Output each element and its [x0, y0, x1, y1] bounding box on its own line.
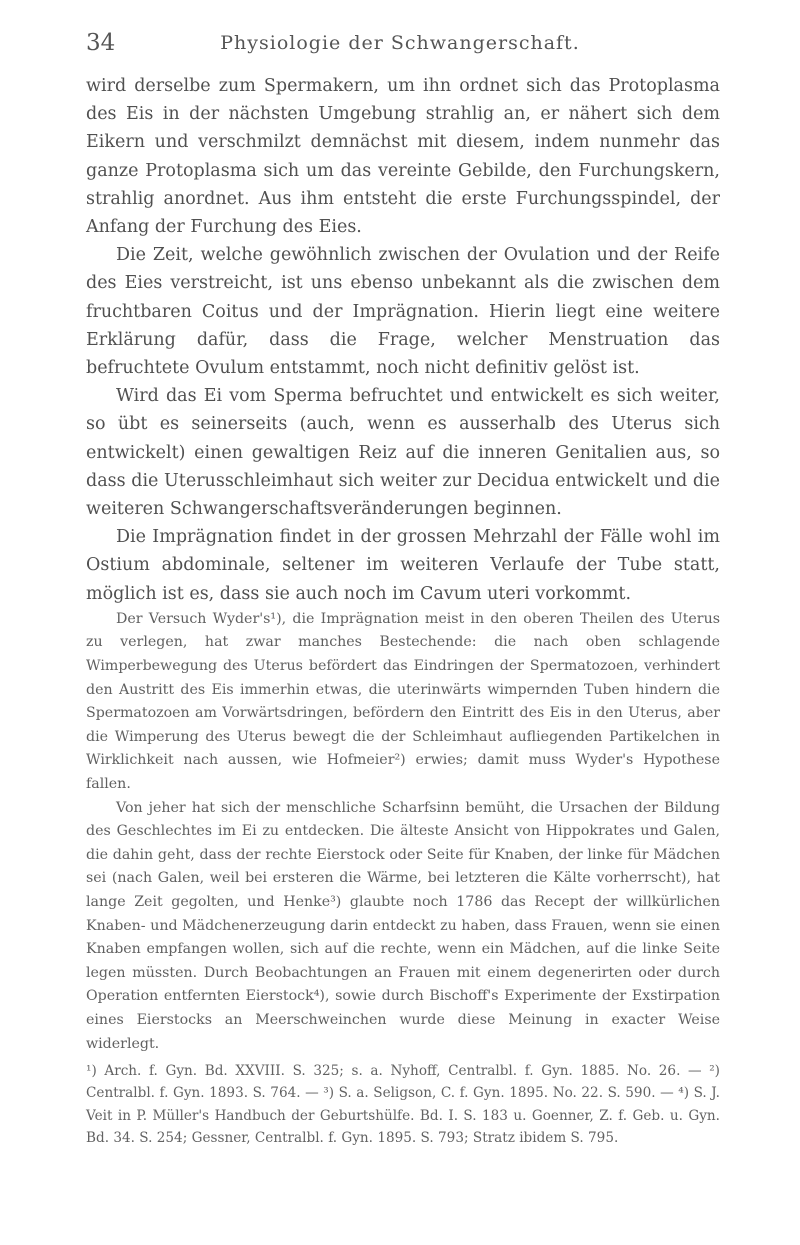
small-paragraph: Der Versuch Wyder's¹), die Imprägnation meist in den oberen Theilen des Uterus zu verlegen, hat zwar manches Bestechende: die nach oben schlagende Wimperbewegung des Uterus befördert das Eindringen der Spermatozoen, verhindert den Austritt des Eis immerhin etwas, die uterinwärts wimpernden Tuben hindern die Spermatozoen am Vorwärtsdringen, befördern den Eintritt des Eis in den Uterus, aber die Wimperung des Uterus bewegt die der Schleimhaut aufliegenden Partikelchen in Wirklichkeit nach aussen, wie Hofmeier²) erwies; damit muss Wyder's Hypothese fallen.	[86, 610, 720, 793]
footnotes	[86, 1060, 720, 1149]
page-number: 34	[86, 30, 116, 56]
running-title: Physiologie der Schwangerschaft.	[220, 32, 580, 54]
paragraph: Die Imprägnation findet in der grossen Mehrzahl der Fälle wohl im Ostium abdominale, seltener im weiteren Verlaufe der Tube statt, möglich ist es, dass sie auch noch im Cavum uteri vorkommt.	[86, 527, 720, 604]
running-head	[86, 30, 714, 60]
small-paragraph: Von jeher hat sich der menschliche Scharfsinn bemüht, die Ursachen der Bildung des Geschlechtes im Ei zu entdecken. Die älteste Ansicht von Hippokrates und Galen, die dahin geht, dass der rechte Eierstock oder Seite für Knaben, der linke für Mädchen sei (nach Galen, weil bei ersteren die Wärme, bei letzteren die Kälte vorherrscht), hat lange Zeit gegolten, und Henke³) glaubte noch 1786 das Recept der willkürlichen Knaben- und Mädchenerzeugung darin entdeckt zu haben, dass Frauen, wenn sie einen Knaben empfangen wollen, sich auf die rechte, wenn ein Mädchen, auf die linke Seite legen müssten. Durch Beobachtungen an Frauen mit einem degenerirten oder durch Operation entfernten Eierstock⁴), sowie durch Bischoff's Experimente der Exstirpation eines Eierstocks an Meerschweinchen wurde diese Meinung in exacter Weise widerlegt.	[86, 799, 720, 1052]
paragraph: Die Zeit, welche gewöhnlich zwischen der Ovulation und der Reife des Eies verstreicht, ist uns ebenso unbekannt als die zwischen dem fruchtbaren Coitus und der Imprägnation. Hierin liegt eine weitere Erklärung dafür, dass die Frage, welcher Menstruation das befruchtete Ovulum entstammt, noch nicht definitiv gelöst ist.	[86, 245, 720, 379]
paragraph: wird derselbe zum Spermakern, um ihn ordnet sich das Protoplasma des Eis in der nächsten Umgebung strahlig an, er nähert sich dem Eikern und verschmilzt demnächst mit diesem, indem nunmehr das ganze Protoplasma sich um das vereinte Gebilde, den Furchungskern, strahlig anordnet. Aus ihm entsteht die erste Furchungsspindel, der Anfang der Furchung des Eies.	[86, 76, 720, 238]
paragraph: Wird das Ei vom Sperma befruchtet und entwickelt es sich weiter, so übt es seinerseits (auch, wenn es ausserhalb des Uterus sich entwickelt) einen gewaltigen Reiz auf die inneren Genitalien aus, so dass die Uterusschleimhaut sich weiter zur Decidua entwickelt und die weiteren Schwangerschaftsveränderungen beginnen.	[86, 386, 720, 520]
body-text	[86, 72, 720, 1149]
footnote-text: ¹) Arch. f. Gyn. Bd. XXVIII. S. 325; s. a. Nyhoff, Centralbl. f. Gyn. 1885. No. 26. — ²) Centralbl. f. Gyn. 1893. S. 764. — ³) S. a. Seligson, C. f. Gyn. 1895. No. 22. S. 590. — ⁴) S. J. Veit in P. Müller's Handbuch der Geburtshülfe. Bd. I. S. 183 u. Goenner, Z. f. Geb. u. Gyn. Bd. 34. S. 254; Gessner, Centralbl. f. Gyn. 1895. S. 793; Stratz ibidem S. 795.	[86, 1063, 720, 1146]
